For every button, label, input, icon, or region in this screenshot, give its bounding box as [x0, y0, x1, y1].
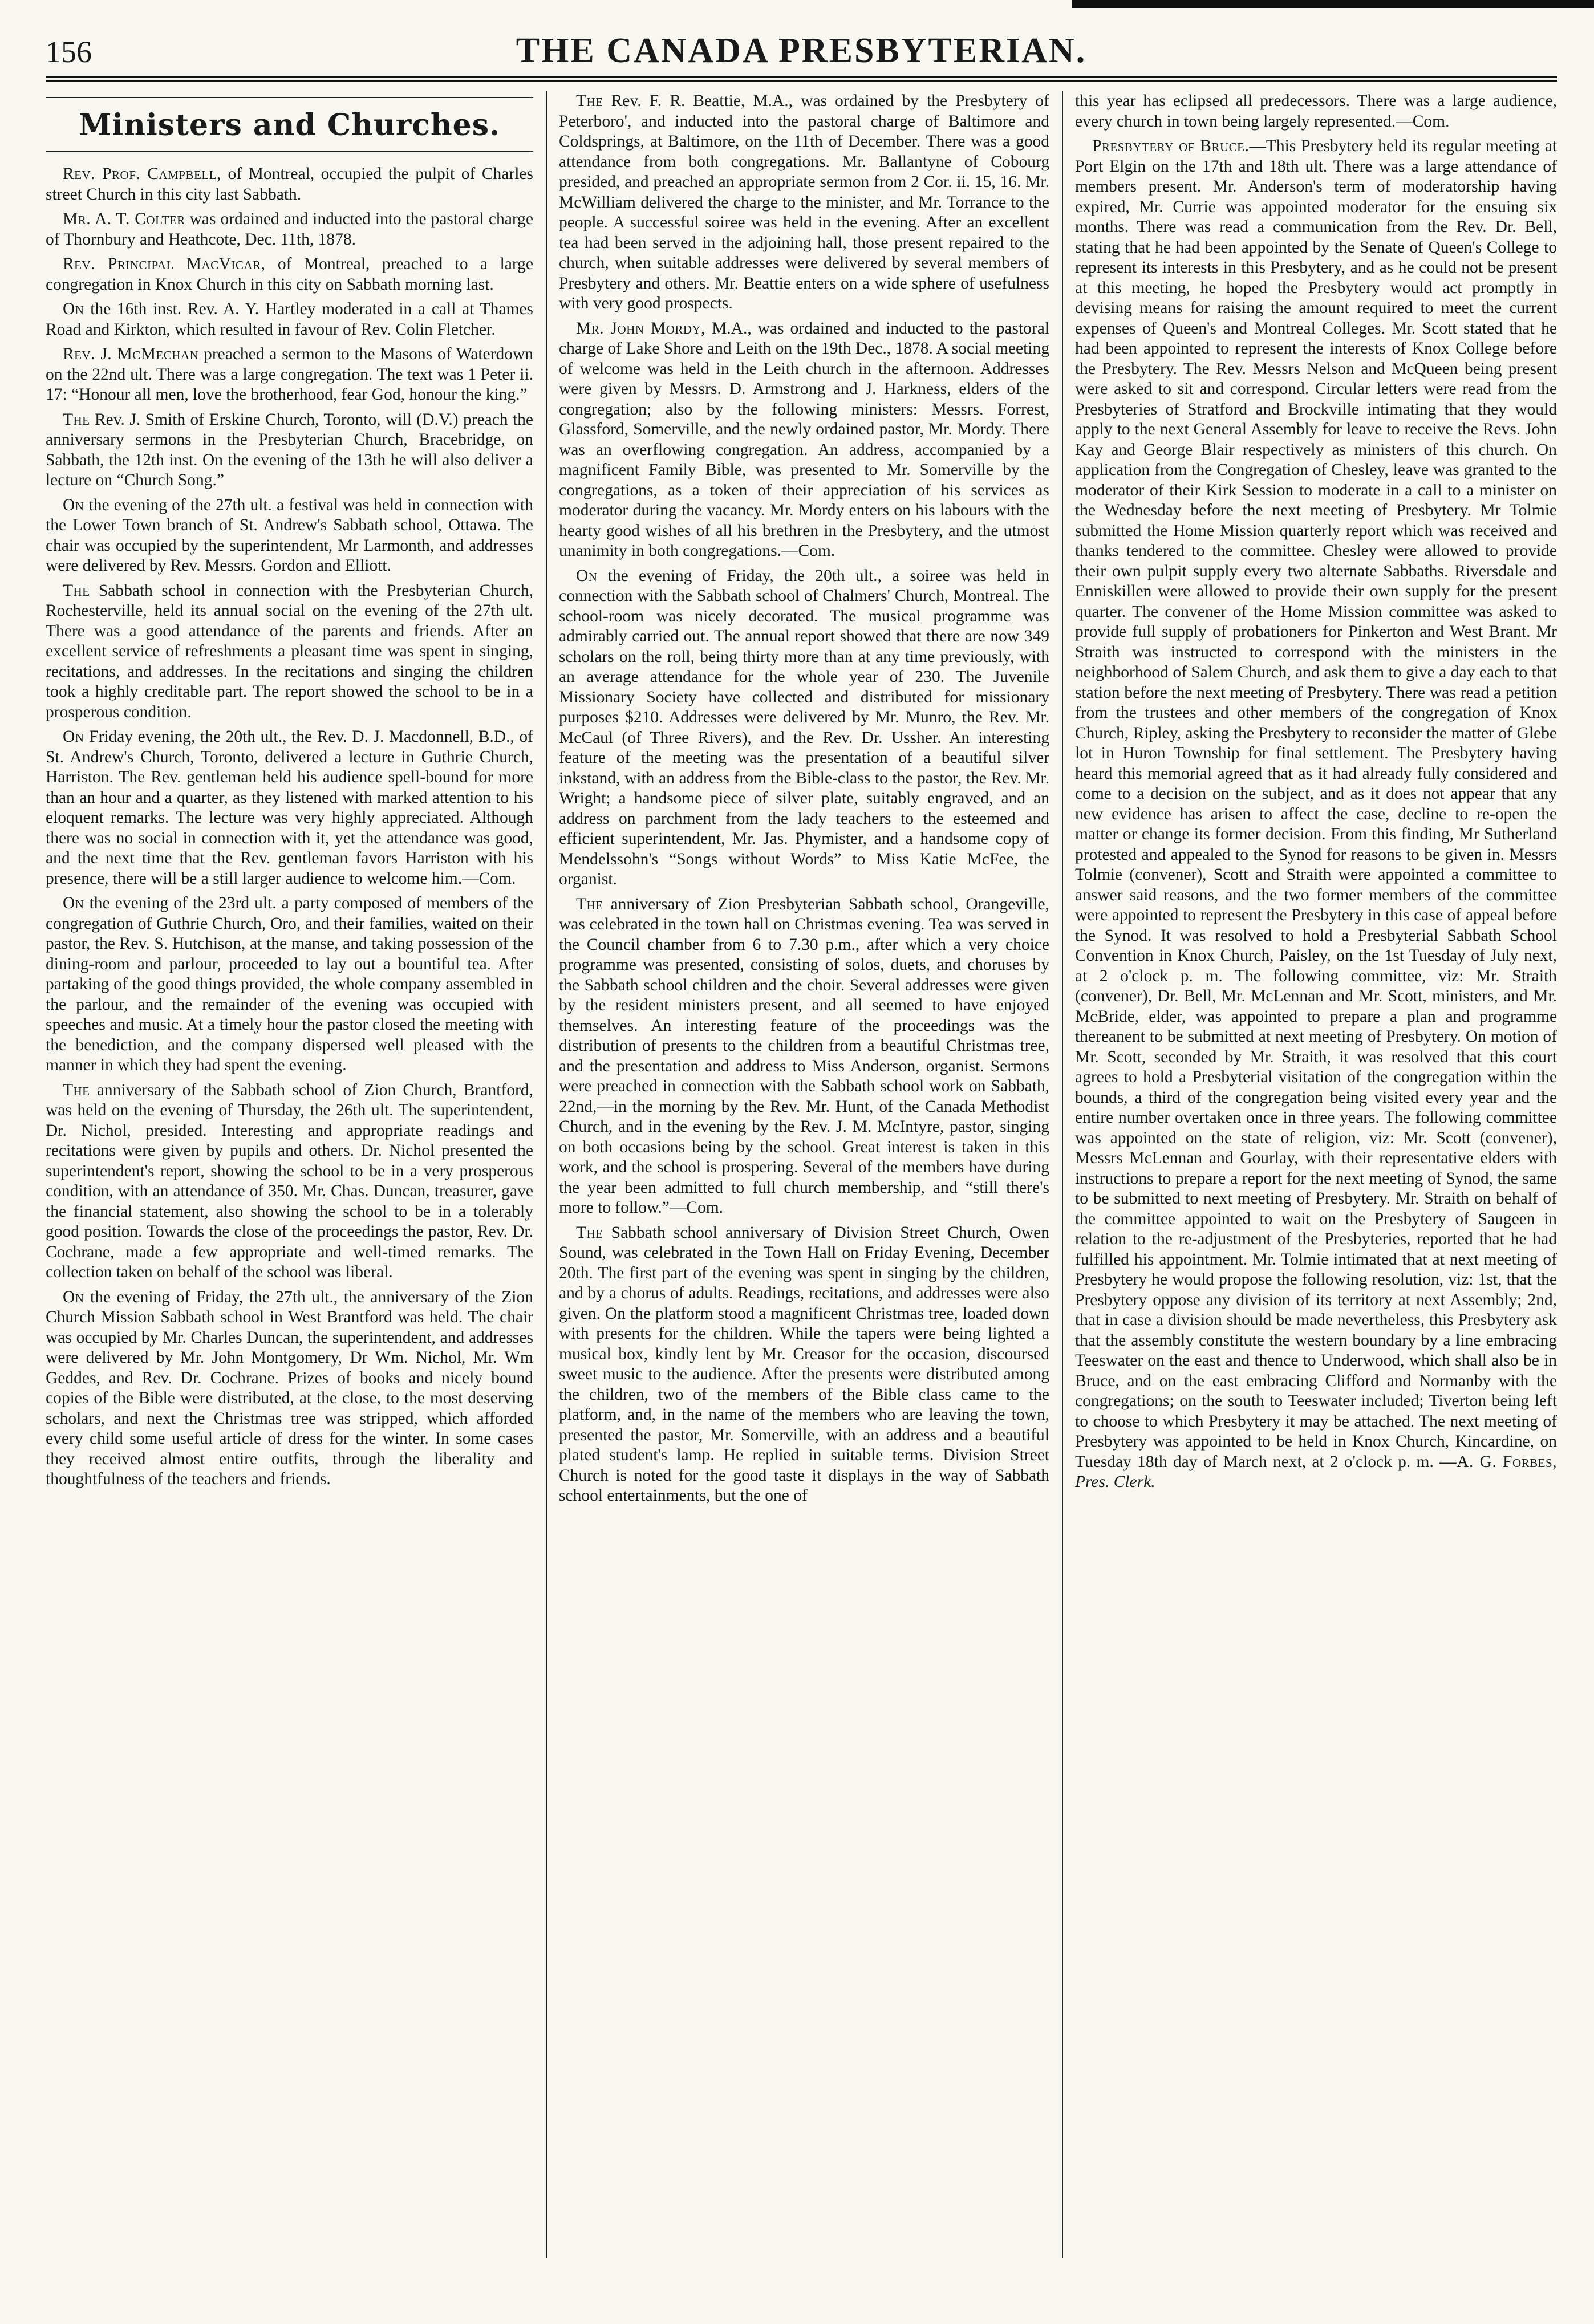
item-lead: On	[63, 495, 84, 514]
item-text: the evening of the 23rd ult. a party composed of members of the congregation of Guthrie Church, Oro, and their families, waited on their pastor, the Rev. S. Hutchison, at the manse, and taking possession of the dining-room and parlour, proceeded to lay out a bountiful tea. After partaking of the good things provided, the whole company assembled in the parlour, and the remainder of the evening was occupied with speeches and music. At a timely hour the pastor closed the meeting with the benediction, and the company dispersed well pleased with the manner in which they had spent the evening.	[46, 894, 533, 1074]
section-heading-box	[46, 96, 533, 152]
item-lead: Rev. J. McMechan	[63, 345, 199, 363]
news-item	[46, 893, 533, 1076]
item-lead: Rev. Prof. Campbell,	[63, 165, 221, 183]
item-text: anniversary of the Sabbath school of Zion Church, Brantford, was held on the evening of Thursday, the 26th ult. The superintendent, Dr. Nichol, presided. Interesting and appropriate readings and recitations were given by pupils and others. Dr. Nichol presented the superintendent's report, showing the school to be in a very prosperous condition, with an attendance of 350. Mr. Chas. Duncan, treasurer, gave the financial statement, also showing the school to be in a tolerably good position. Towards the close of the proceedings the pastor, Rev. Dr. Cochrane, made a few appropriate and well-timed remarks. The collection taken on behalf of the school was liberal.	[46, 1080, 533, 1281]
column-3	[1075, 91, 1557, 2258]
signature-name: —A. G. Forbes,	[1439, 1452, 1557, 1471]
news-item	[46, 727, 533, 889]
item-lead: The	[576, 895, 603, 913]
news-item	[46, 299, 533, 340]
item-lead: Presbytery of Bruce.	[1092, 137, 1250, 155]
item-text: this year has eclipsed all predecessors. There was a large audience, every church in town being largely represented.—Com.	[1075, 92, 1557, 131]
item-text: preached a sermon to the Masons of Waterdown on the 22nd ult. There was a large congregation. The text was 1 Peter ii. 17: “Honour all men, love the brotherhood, fear God, honour the king.”	[46, 345, 533, 404]
item-lead: The	[63, 581, 90, 600]
journal-title: THE CANADA PRESBYTERIAN.	[516, 31, 1087, 70]
news-item	[46, 164, 533, 205]
item-lead: On	[576, 566, 598, 585]
news-item	[559, 1223, 1049, 1506]
item-lead: Mr. John Mordy,	[576, 319, 706, 338]
column-divider	[1062, 91, 1063, 2258]
item-text: Sabbath school anniversary of Division Street Church, Owen Sound, was celebrated in the Town Hall on Friday Evening, December 20th. The first part of the evening was spent in singing by the children, and by a chorus of adults. Readings, recitations, and addresses were also given. On the platform stood a magnificent Christmas tree, loaded down with presents for the children. While the tapers were being lighted a musical box, kindly lent by Mr. Creasor for the occasion, discoursed sweet music to the audience. After the presents were distributed among the children, two of the members of the Bible class came to the platform, and, in the name of the members who are leaving the town, presented the pastor, Mr. Somerville, with an address and a beautiful plated student's lamp. He replied in suitable terms. Division Street Church is noted for the good taste it displays in the way of Sabbath school entertainments, but the one of	[559, 1223, 1049, 1505]
column-divider	[546, 91, 547, 2258]
item-lead: The	[576, 1223, 603, 1242]
item-text: Rev. F. R. Beattie, M.A., was ordained by the Presbytery of Peterboro', and inducted into the pastoral charge of Baltimore and Coldsprings, at Baltimore, on the 11th of December. There was a good attendance from both congregations. Mr. Ballantyne of Cobourg presided, and preached an appropriate sermon from 2 Cor. ii. 15, 16. Mr. McWilliam delivered the charge to the minister, and Mr. Torrance to the people. A successful soiree was held in the evening. After an excellent tea had been served in the adjoining hall, those present repaired to the church, when suitable addresses were delivered by several members of Presbytery and others. Mr. Beattie enters on a wide sphere of usefulness with very good prospects.	[559, 92, 1049, 312]
news-item	[46, 410, 533, 491]
item-lead: The	[576, 92, 603, 110]
item-text: Rev. J. Smith of Erskine Church, Toronto, will (D.V.) preach the anniversary sermons in the Presbyterian Church, Bracebridge, on Sabbath, the 12th inst. On the evening of the 13th he will also deliver a lecture on “Church Song.”	[46, 410, 533, 489]
item-text: the 16th inst. Rev. A. Y. Hartley moderated in a call at Thames Road and Kirkton, which resulted in favour of Rev. Colin Fletcher.	[46, 300, 533, 339]
news-item	[559, 91, 1049, 314]
item-lead: Mr. A. T. Colter	[63, 210, 185, 228]
item-lead: On	[63, 728, 84, 746]
item-text: —This Presbytery held its regular meeting at Port Elgin on the 17th and 18th ult. There was a large attendance of members present. Mr. Anderson's term of moderatorship having expired, Mr. Currie was appointed moderator for the ensuing six months. There was read a communication from the Rev. Dr. Bell, stating that he had been appointed by the Senate of Queen's College to represent its interests in this Presbytery, and as he could not be present at this meeting, he hoped the Presbytery would act promptly in devising means for raising the amount required to meet the current expenses of Queen's and Montreal Colleges. Mr. Scott stated that he had been appointed to represent the interests of Knox College before the Presbytery. The Rev. Messrs Nelson and McQueen being present were asked to sit and correspond. Circular letters were read from the Presbyteries of Stratford and Brockville intimating that they would apply to the next General Assembly for leave to receive the Revs. John Kay and George Blair respectively as ministers of this church. On application from the Congregation of Chesley, leave was granted to the moderator of their Kirk Session to moderate in a call to a minister on the Wednesday before the next meeting of Presbytery. Mr Tolmie submitted the Home Mission quarterly report which was received and thanks tendered to the committee. Chesley were allowed to provide their own pulpit supply every two alternate Sabbaths. Riversdale and Enniskillen were allowed to provide their own supply for the present quarter. The convener of the Home Mission committee was asked to provide full supply of probationers for Pinkerton and West Brant. Mr Straith was instructed to correspond with the ministers in the neighborhood of Salem Church, and ask them to give a day each to that station before the next meeting of Presbytery. There was read a petition from the trustees and other members of the congregation of Knox Church, Ripley, asking the Presbytery to reconsider the matter of Glebe lot in Huron Township for final settlement. The Presbytery having heard this memorial agreed that as it had already fully considered and come to a decision on the subject, and as it does not appear that any new evidence has arisen to affect the case, decline to re-open the matter or change its former decision. From this finding, Mr Sutherland protested and appealed to the Synod for reasons to be given in. Messrs Tolmie (convener), Scott and Straith were appointed a committee to answer said reasons, and the two former members of the committee were appointed to represent the Presbytery in this case of appeal before the Synod. It was resolved to hold a Presbyterial Sabbath School Convention in Knox Church, Paisley, on the 1st Tuesday of July next, at 2 o'clock p. m. The following committee, viz: Mr. Straith (convener), Dr. Bell, Mr. McLennan and Mr. Scott, ministers, and Mr. McBride, elder, was appointed to prepare a plan and programme thereanent to be submitted at next meeting of Presbytery. On motion of Mr. Scott, seconded by Mr. Straith, it was resolved that this court agrees to hold a Presbyterial visitation of the congregation within the bounds, a third of the congregation being visited every year and the entire number overtaken once in three years. The following committee was appointed on the state of religion, viz: Mr. Scott (convener), Messrs McLennan and Gourlay, with their representative elders with instructions to prepare a report for the next meeting of Synod, the same to be submitted to next meeting of Presbytery. Mr. Straith on behalf of the committee appointed to wait on the Presbytery of Saugeen in relation to the re-adjustment of the Presbyteries, reported that he had fulfilled his appointment. Mr. Tolmie intimated that at next meeting of Presbytery he would propose the following resolution, viz: 1st, that the Presbytery oppose any division of its territory at next Assembly; 2nd, that in case a division should be made nevertheless, this Presbytery ask that the assembly constitute the western boundary by a line embracing Teeswater on the east and thence to Underwood, which shall also be in Bruce, and on the east embracing Clifford and Normanby with the congregations; on the south to Teeswater included; Tiverton being left to choose to which Presbytery it may be attached. The next meeting of Presbytery was appointed to be held in Knox Church, Kincardine, on Tuesday 18th day of March next, at 2 o'clock p. m.	[1075, 137, 1557, 1471]
item-lead: The	[63, 1080, 90, 1099]
item-text: the evening of the 27th ult. a festival was held in connection with the Lower Town branch of St. Andrew's Sabbath school, Ottawa. The chair was occupied by the superintendent, Mr Larmonth, and addresses were delivered by Rev. Messrs. Gordon and Elliott.	[46, 495, 533, 575]
item-lead: On	[63, 300, 84, 318]
item-text: anniversary of Zion Presbyterian Sabbath school, Orangeville, was celebrated in the town hall on Christmas evening. Tea was served in the Council chamber from 6 to 7.30 p.m., after which a very choice programme was presented, consisting of solos, duets, and choruses by the Sabbath school children and the choir. Several addresses were given by the resident ministers present, and all seemed to have enjoyed themselves. An interesting feature of the proceedings was the distribution of presents to the children from a beautiful Christmas tree, and the presentation and address to Miss Anderson, organist. Sermons were preached in connection with the Sabbath school work on Sabbath, 22nd,—in the morning by the Rev. Mr. Hunt, of the Canada Methodist Church, and in the evening by the Rev. J. M. McIntyre, pastor, singing on both occasions being by the school. Great interest is taken in this work, and the school is prospering. Several of the members have during the year been admitted to full church membership, and “still there's more to follow.”—Com.	[559, 895, 1049, 1217]
item-text: M.A., was ordained and inducted to the pastoral charge of Lake Shore and Leith on the 19th Dec., 1878. A social meeting of welcome was held in the Leith church in the afternoon. Addresses were given by Messrs. D. Armstrong and J. Harkness, elders of the congregation; also by the following ministers: Messrs. Forrest, Glassford, Somerville, and the newly ordained pastor, Mr. Mordy. There was an overflowing congregation. An address, accompanied by a magnificent Family Bible, was presented to Mr. Somerville by the congregations, as a token of their appreciation of his services as moderator during the vacancy. Mr. Mordy enters on his labours with the hearty good wishes of all his brethren in the Presbytery, and the utmost unanimity in both congregations.—Com.	[559, 319, 1049, 560]
news-item	[46, 1080, 533, 1283]
item-lead: Rev. Principal MacVicar,	[63, 255, 266, 273]
item-text: Friday evening, the 20th ult., the Rev. D. J. Macdonnell, B.D., of St. Andrew's Church, Toronto, delivered a lecture in Guthrie Church, Harriston. The Rev. gentleman held his audience spell-bound for more than an hour and a quarter, as they listened with marked attention to his eloquent remarks. The lecture was very highly appreciated. Although there was no social in connection with it, yet the attendance was good, and the next time that the Rev. gentleman favors Harriston with his presence, there will be a still larger audience to welcome him.—Com.	[46, 728, 533, 888]
item-text: the evening of Friday, the 27th ult., the anniversary of the Zion Church Mission Sabbath school in West Brantford was held. The chair was occupied by Mr. Charles Duncan, the superintendent, and addresses were delivered by Mr. John Montgomery, Dr Wm. Nichol, Mr. Wm Geddes, and Rev. Dr. Cochrane. Prizes of books and nicely bound copies of the Bible were distributed, at the close, to the most deserving scholars, and next the Christmas tree was stripped, which afforded every child some useful article of dress for the winter. In some cases they received almost entire outfits, through the liberality and thoughtfulness of the teachers and friends.	[46, 1287, 533, 1488]
top-edge-rule	[1072, 0, 1594, 8]
news-item	[46, 495, 533, 576]
header-rule	[46, 76, 1557, 82]
section-heading: Ministers and Churches.	[78, 108, 501, 143]
news-item	[559, 895, 1049, 1218]
article-columns	[46, 91, 1557, 2258]
news-item	[1075, 136, 1557, 1493]
item-text: Sabbath school in connection with the Presbyterian Church, Rochesterville, held its annual social on the evening of the 27th ult. There was a good attendance of the parents and friends. After an excellent service of refreshments a pleasant time was spent in singing, recitations, and addresses. In the recitations and singing the children took a highly creditable part. The report showed the school to be in a prosperous condition.	[46, 581, 533, 721]
page-number: 156	[46, 35, 92, 69]
item-text: was ordained and inducted into the pastoral charge of Thornbury and Heathcote, Dec. 11th, 1878.	[46, 210, 533, 249]
page-header	[46, 29, 1557, 74]
item-lead: The	[63, 410, 90, 429]
news-item	[559, 566, 1049, 890]
item-lead: On	[63, 1287, 84, 1306]
news-item-continued	[1075, 91, 1557, 132]
news-item	[46, 581, 533, 723]
item-text: of Montreal, preached to a large congregation in Knox Church in this city on Sabbath morning last.	[46, 255, 533, 294]
column-1	[46, 91, 533, 2258]
news-item	[46, 254, 533, 295]
item-text: the evening of Friday, the 20th ult., a soiree was held in connection with the Sabbath school of Chalmers' Church, Montreal. The school-room was nicely decorated. The musical programme was admirably carried out. The annual report showed that there are now 349 scholars on the roll, being thirty more than at any time previously, with an average attendance for the whole year of 230. The Juvenile Missionary Society have collected and distributed for missionary purposes $210. Addresses were delivered by Mr. Munro, the Rev. Mr. McCaul (of Three Rivers), and the Rev. Dr. Ussher. An interesting feature of the meeting was the presentation of a beautiful silver inkstand, with an address from the Bible-class to the pastor, the Rev. Mr. Wright; a handsome piece of silver plate, suitably engraved, and an address on parchment from the lady teachers to the esteemed and efficient superintendent, Mr. Jas. Phymister, and a handsome copy of Mendelssohn's “Songs without Words” to Miss Katie McFee, the organist.	[559, 566, 1049, 888]
item-text: of Montreal, occupied the pulpit of Charles street Church in this city last Sabbath.	[46, 165, 533, 204]
item-lead: On	[63, 894, 84, 912]
column-2	[559, 91, 1049, 2258]
signature-title: Pres. Clerk.	[1075, 1473, 1155, 1491]
news-item	[46, 209, 533, 250]
news-item	[46, 344, 533, 405]
news-item	[559, 319, 1049, 562]
news-item	[46, 1287, 533, 1490]
